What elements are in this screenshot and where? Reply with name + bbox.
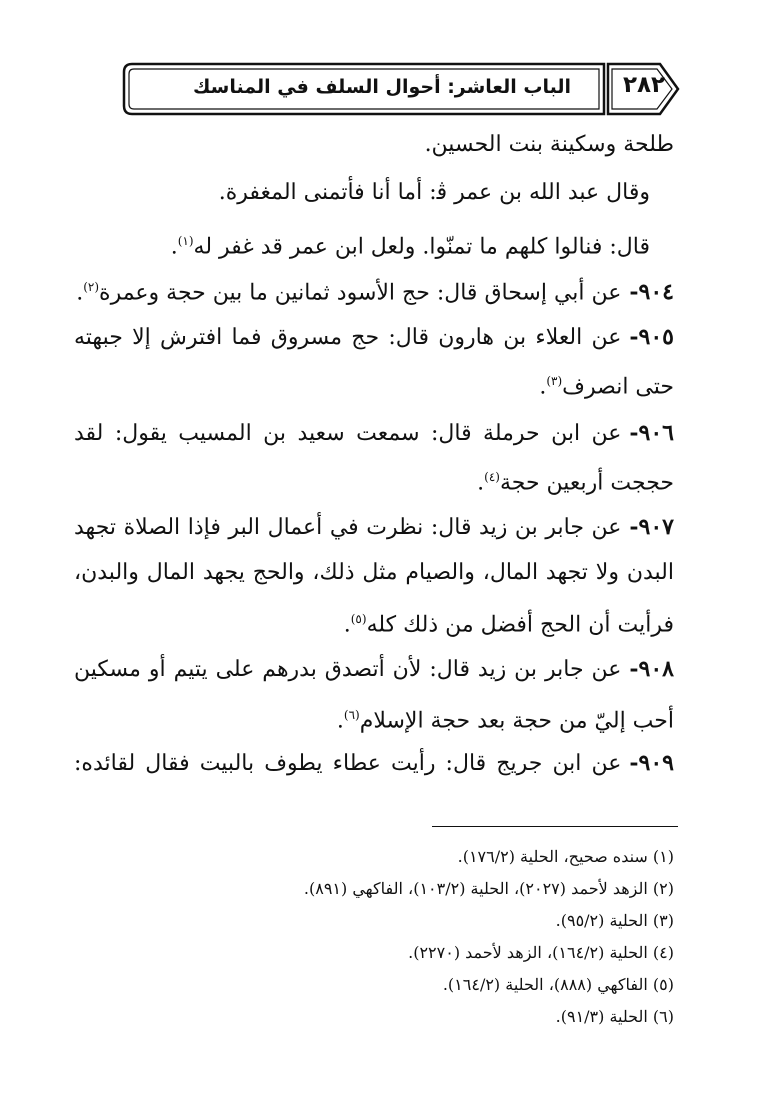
text-line [171, 226, 650, 262]
text-span: قال: فنالوا كلهم ما تمنّوا. ولعل ابن عمر قد غفر له [193, 234, 650, 260]
text-span: حتى انصرف [562, 374, 674, 400]
text-span: حججت أربعين حجة [499, 470, 674, 496]
text-span: عن ابن جريج قال: رأيت عطاء يطوف بالبيت فقال لقائده: [74, 751, 622, 776]
hadith-904 [76, 272, 674, 308]
hadith-908 [74, 654, 674, 685]
text-span: . [76, 280, 84, 306]
footnote-ref: (٦) [343, 708, 360, 722]
footnote-ref: (٢) [83, 280, 100, 294]
footnote: (١) سنده صحيح، الحلية (١٧٦/٢). [457, 847, 674, 866]
text-span: عن جابر بن زيد قال: لأن أتصدق بدرهم على يتيم أو مسكين [74, 657, 622, 682]
text-line [337, 700, 674, 736]
entry-number: ٩٠٥- [629, 324, 674, 350]
footnote: (٢) الزهد لأحمد (٢٠٢٧)، الحلية (١٠٣/٢)، الفاكهي (٨٩١). [303, 879, 674, 898]
text-line [477, 462, 674, 498]
entry-number: ٩٠٤- [629, 279, 674, 306]
footnote-divider [432, 826, 678, 827]
text-span: . [477, 470, 485, 496]
hadith-909 [74, 748, 674, 779]
text-span: . [336, 708, 344, 734]
text-span: عن ابن حرملة قال: سمعت سعيد بن المسيب يقول: لقد [74, 421, 622, 446]
entry-number: ٩٠٩- [629, 750, 674, 776]
footnote: (٥) الفاكهي (٨٨٨)، الحلية (١٦٤/٢). [442, 975, 674, 994]
hadith-907 [74, 512, 674, 543]
page-number: ٢٨٢ [622, 72, 666, 98]
hadith-905 [74, 322, 674, 353]
text-line [219, 178, 650, 208]
text-span: . [170, 234, 178, 260]
entry-number: ٩٠٨- [629, 656, 674, 682]
text-span: طلحة وسكينة بنت الحسين. [424, 132, 674, 157]
text-line [344, 604, 674, 640]
text-span: البدن ولا تجهد المال، والصيام مثل ذلك، والحج يجهد المال والبدن، [74, 560, 674, 585]
chapter-title: الباب العاشر: أحوال السلف في المناسك [192, 76, 572, 98]
text-line [539, 366, 674, 402]
footnote-ref: (٥) [350, 612, 367, 626]
footnote: (٤) الحلية (١٦٤/٢)، الزهد لأحمد (٢٢٧٠). [408, 943, 674, 962]
entry-number: ٩٠٦- [629, 420, 674, 446]
text-line [425, 130, 674, 160]
page-header [122, 62, 682, 116]
text-line [74, 558, 674, 588]
text-span: عن أبي إسحاق قال: حج الأسود ثمانين ما بين حجة وعمرة [99, 280, 622, 306]
footnote-ref: (١) [177, 234, 194, 248]
text-span: . [539, 374, 547, 400]
text-span: أحب إليّ من حجة بعد حجة الإسلام [359, 708, 674, 734]
text-span: عن العلاء بن هارون قال: حج مسروق فما افترش إلا جبهته [74, 325, 622, 350]
footnote: (٦) الحلية (٩١/٣). [555, 1007, 674, 1026]
text-span: وقال عبد الله بن عمر ﭬ: أما أنا فأتمنى المغفرة. [218, 180, 650, 205]
hadith-906 [74, 418, 674, 449]
text-span: . [343, 612, 351, 638]
footnote-ref: (٣) [546, 374, 563, 388]
footnote: (٣) الحلية (٩٥/٢). [555, 911, 674, 930]
text-span: فرأيت أن الحج أفضل من ذلك كله [366, 612, 674, 638]
entry-number: ٩٠٧- [629, 514, 674, 540]
footnote-ref: (٤) [484, 470, 500, 484]
text-span: عن جابر بن زيد قال: نظرت في أعمال البر فإذا الصلاة تجهد [74, 515, 622, 540]
